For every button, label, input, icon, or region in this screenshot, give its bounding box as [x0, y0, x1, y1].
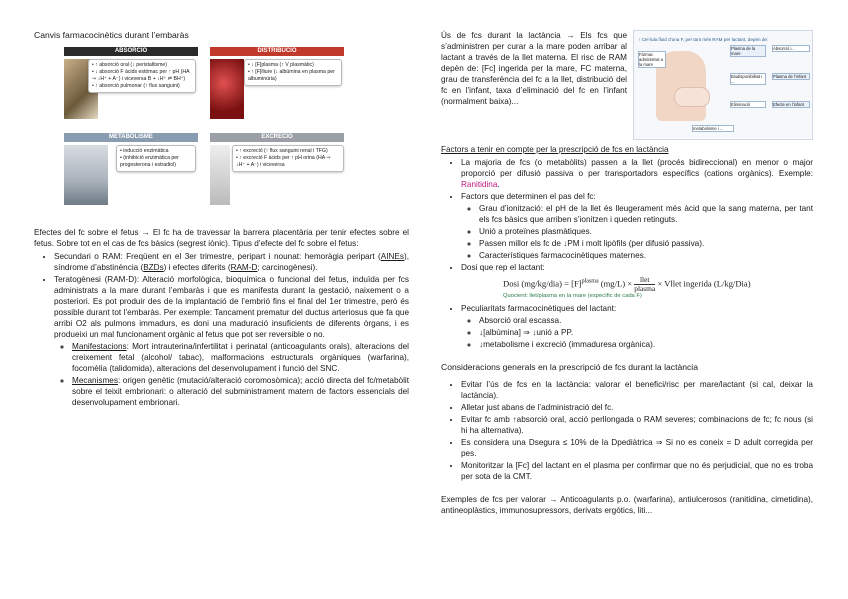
effects-intro: Efectes del fc sobre el fetus → El fc ha de travessar la barrera placentària per tenir efectes sobre el fetus. Sobre tot en el cas de fcs bàsics (segrest iònic). Tipus d’efecte del fc sobre el fetus: [34, 228, 409, 248]
formula-num: llet [634, 276, 655, 285]
factors-list [441, 157, 813, 350]
factor-4 [461, 303, 813, 350]
absorcio-line: • ↑ absorció oral (↓ peristaltisme) [92, 62, 168, 68]
b1-ramd: RAM-D [230, 263, 258, 272]
manifestacions-label: Manifestacions [72, 342, 127, 351]
f1-text: La majoria de fcs (o metabòlits) passen a la llet (procés bidireccional) en menor o major proporció per difusió passiva o per transportadors específics (cations orgànics). Exemple: [461, 158, 813, 178]
manifestacions-text: : Mort intrauterina/infertilitat i perinatal (anticoagulants orals), alteracions del creixement fetal (alcohol/ tabac), malformacions estructurals orgàniques (warfarina), focomèlia (talidomida), alteracions del desenvolupament i funció del SNC. [72, 342, 409, 373]
f3-text: Dosi que rep el lactant: [461, 263, 545, 272]
b1-bzd: BZDs [143, 263, 164, 272]
lact-fig-label: Plasma de la mare [730, 45, 766, 57]
excrecio-header: EXCRECIÓ [210, 133, 344, 142]
f4-text: Peculiaritats farmacocinètiques del lactant: [461, 304, 617, 313]
f1-text: . [497, 180, 500, 189]
lact-fig-label: ↑ Cel·lula fluid d’una F, per tant més RAM per lactant, depèn de: [638, 37, 769, 42]
excrecio-line: • ↑ excreció (↑ flux sanguini renal i TFG) [236, 148, 328, 154]
absorcio-panel [64, 47, 198, 127]
b1-text: ), síndrome d’abstinència ( [54, 252, 409, 272]
sub-mecanismes [72, 375, 409, 408]
examples-text: Exemples de fcs per valorar → Anticoagulants p.o. (warfarina), antiulcerosos (ranitidina, cimetidina), antineoplàstics, immunosupressors, derivats ergòtics, liti... [441, 495, 813, 515]
lact-fig-label: Efecte en l’infant [772, 101, 810, 108]
right-column [441, 30, 813, 516]
factor-4-sub: ◦ Absorció oral escassa. [479, 315, 813, 326]
factor-3 [461, 262, 813, 300]
f1-example: Ranitidina [461, 180, 498, 189]
factor-2-sublist [461, 203, 813, 261]
excrecio-line: • ↑ excreció F àcids per ↑ pH orina (HA ⇒ ↓H⁺ + A⁻) i viceversa [236, 155, 331, 168]
left-column [34, 30, 409, 409]
distribucio-panel [210, 47, 344, 127]
b1-aines: AINEs [380, 252, 404, 261]
lactation-figure [633, 30, 813, 140]
metabolisme-image [64, 145, 108, 205]
formula-den: plasma [634, 284, 656, 293]
general-item: • Monitoritzar la [Fc] del lactant en el plasma per confirmar que no és perjudicial, que no es troba per sota de la CMT. [461, 460, 813, 482]
distribucio-box [244, 59, 342, 86]
formula-mid: (mg/L) × [598, 278, 633, 289]
factor-2-sub: ◦ Passen millor els fc de ↓PM i molt lipòfils (per difusió passiva). [479, 238, 813, 249]
factor-2 [461, 191, 813, 261]
lact-fig-label: Eliminació [730, 101, 766, 108]
factors-title: Factors a tenir en compte per la prescripció de fcs en lactància [441, 145, 669, 154]
formula-sub: plasma [581, 278, 599, 285]
absorcio-line: • ↓ absorció F àcids estómac per ↑ pH (HA ⇒ ↓H⁺ + A⁻) i viceversa B + ↓H⁺ ⇌ BH⁺) [92, 69, 190, 82]
distribucio-line: • ↓ [F]plasma (↑ V plasmàtic) [248, 62, 314, 68]
lact-fig-label: Plasma de l’infant [772, 73, 810, 80]
general-title: Consideracions generals en la prescripció de fcs durant la lactància [441, 362, 698, 372]
absorcio-box [88, 59, 196, 93]
lact-fig-label: Fàrmac administrat a la mare [638, 51, 666, 68]
excrecio-box [232, 145, 344, 172]
absorcio-header: ABSORCIÓ [64, 47, 198, 56]
lact-fig-label: Absorció i... [772, 45, 810, 52]
metabolisme-box [116, 145, 196, 172]
lact-fig-label: Biodisponibilitat i ... [730, 73, 766, 85]
sub-manifestacions [72, 341, 409, 374]
mecanismes-text: : origen genètic (mutació/alteració coromosòmica); acció directa del fc/metabòlit sobre el teixit embrionari: o alteració del subministrament matern de factors essencials del desenvolupament embrionari. [72, 376, 409, 407]
distribucio-line: • ↑ [F]lliure (↓ albúmina en plasma per albuminúria) [248, 69, 335, 82]
absorcio-line: • ↑ absorció pulmonar (↑ flux sanguini) [92, 83, 180, 89]
lact-fig-label: metabolisme i ... [692, 125, 734, 132]
b1-text: ; carcinogènesi). [257, 263, 318, 272]
mecanismes-label: Mecanismes [72, 376, 118, 385]
formula-fraction [634, 276, 655, 293]
effect-teratogenesi [54, 274, 409, 408]
metabolisme-line: • (inhibició enzimàtica per progesterona i estradiol) [120, 155, 179, 168]
general-item: • Alletar just abans de l’administració del fc. [461, 402, 813, 413]
baby-figure [674, 87, 710, 107]
general-list [441, 379, 813, 482]
formula-rhs: × Vllet ingerida (L/kg/Dia) [657, 278, 751, 289]
metabolisme-header: METABOLISME [64, 133, 198, 142]
teratogenesi-sublist [54, 341, 409, 408]
b2-text: Teratogènesi (RAM-D): Alteració morfològica, bioquímica o funcional del fetus, induïda per fcs administrats a la mare durant l’embaràs i que es manifesta durant la gestació, naixement o a posteriori. Es pot produir des de la implantació de l’embrió fins el final del 1er trimestre, però és possible durant tot l’embaràs. Per exemple: Tancament prematur del ductus arteriosus que fa que arribi O2 als pulmons immadurs, es doni una maduració insuficients de diferents òrgans, i es produeixi un mal funcionament orgànic al fetus que pot ser reversible o no. [54, 275, 409, 339]
distribucio-header: DISTRIBUCIÓ [210, 47, 344, 56]
b1-text: ) i efectes diferits ( [163, 263, 231, 272]
lactation-intro-block [441, 30, 813, 138]
section-title-embaras: Canvis farmacocinètics durant l’embaràs [34, 30, 189, 40]
factor-4-sub: ◦ ↓[albúmina] ⇒ ↓unió a PP. [479, 327, 813, 338]
effect-secundari [54, 251, 409, 273]
f2-text: Factors que determinen el pas del fc: [461, 192, 596, 201]
general-item: • Evitar fc amb ↑absorció oral, acció perllongada o RAM severes; combinacions de fc; fc nous (si hi ha alternativa). [461, 414, 813, 436]
excrecio-panel [210, 133, 344, 213]
general-item: • Evitar l’ús de fcs en la lactància: valorar el benefici/risc per mare/lactant (si cal, deixar la lactància). [461, 379, 813, 401]
metabolisme-line: • inducció enzimàtica [120, 148, 169, 154]
factor-4-sublist [461, 315, 813, 350]
factor-4-sub: ◦ ↓metabolisme i excreció (immaduresa orgànica). [479, 339, 813, 350]
formula-note: Quocient: llet/plasma en la mare (específic de cada F) [503, 293, 642, 299]
factor-1 [461, 157, 813, 190]
excrecio-image [210, 145, 230, 205]
b1-text: Secundari o RAM: Freqüent en el 3er trimestre, peripart i nounat: hemoràgia peripart ( [54, 252, 381, 261]
lactation-intro: Ús de fcs durant la lactància → Els fcs que s’administren per curar a la mare poden arribar al lactant a través de la llet materna. El risc de RAM depèn de: [Fc] ingerida per la mare, FC materna, grau de transferència del fc a la llet, distribució del fc en l’infant, taxa d’eliminació del fc en l’infant (normalment baixa)... [441, 31, 627, 106]
formula-lhs: Dosi (mg/kg/dia) = [F] [503, 278, 582, 289]
dose-formula [503, 276, 813, 300]
factor-2-sub: ◦ Unió a proteïnes plasmàtiques. [479, 226, 813, 237]
effects-list [34, 251, 409, 408]
factor-2-sub: ◦ Grau d’ionització: el pH de la llet és lleugerament més àcid que la sang materna, per tant els fcs bàsics que arriben s’ionitzen i queden retinguts. [479, 203, 813, 225]
distribucio-image [210, 59, 244, 119]
factor-2-sub: ◦ Característiques farmacocinètiques maternes. [479, 250, 813, 261]
general-item: • Es considera una Dsegura ≤ 10% de la Dpediàtrica ⇒ Si no es coneix = D adult corregida per pes. [461, 437, 813, 459]
metabolisme-panel [64, 133, 198, 213]
pharmacokinetics-figure [64, 47, 344, 217]
